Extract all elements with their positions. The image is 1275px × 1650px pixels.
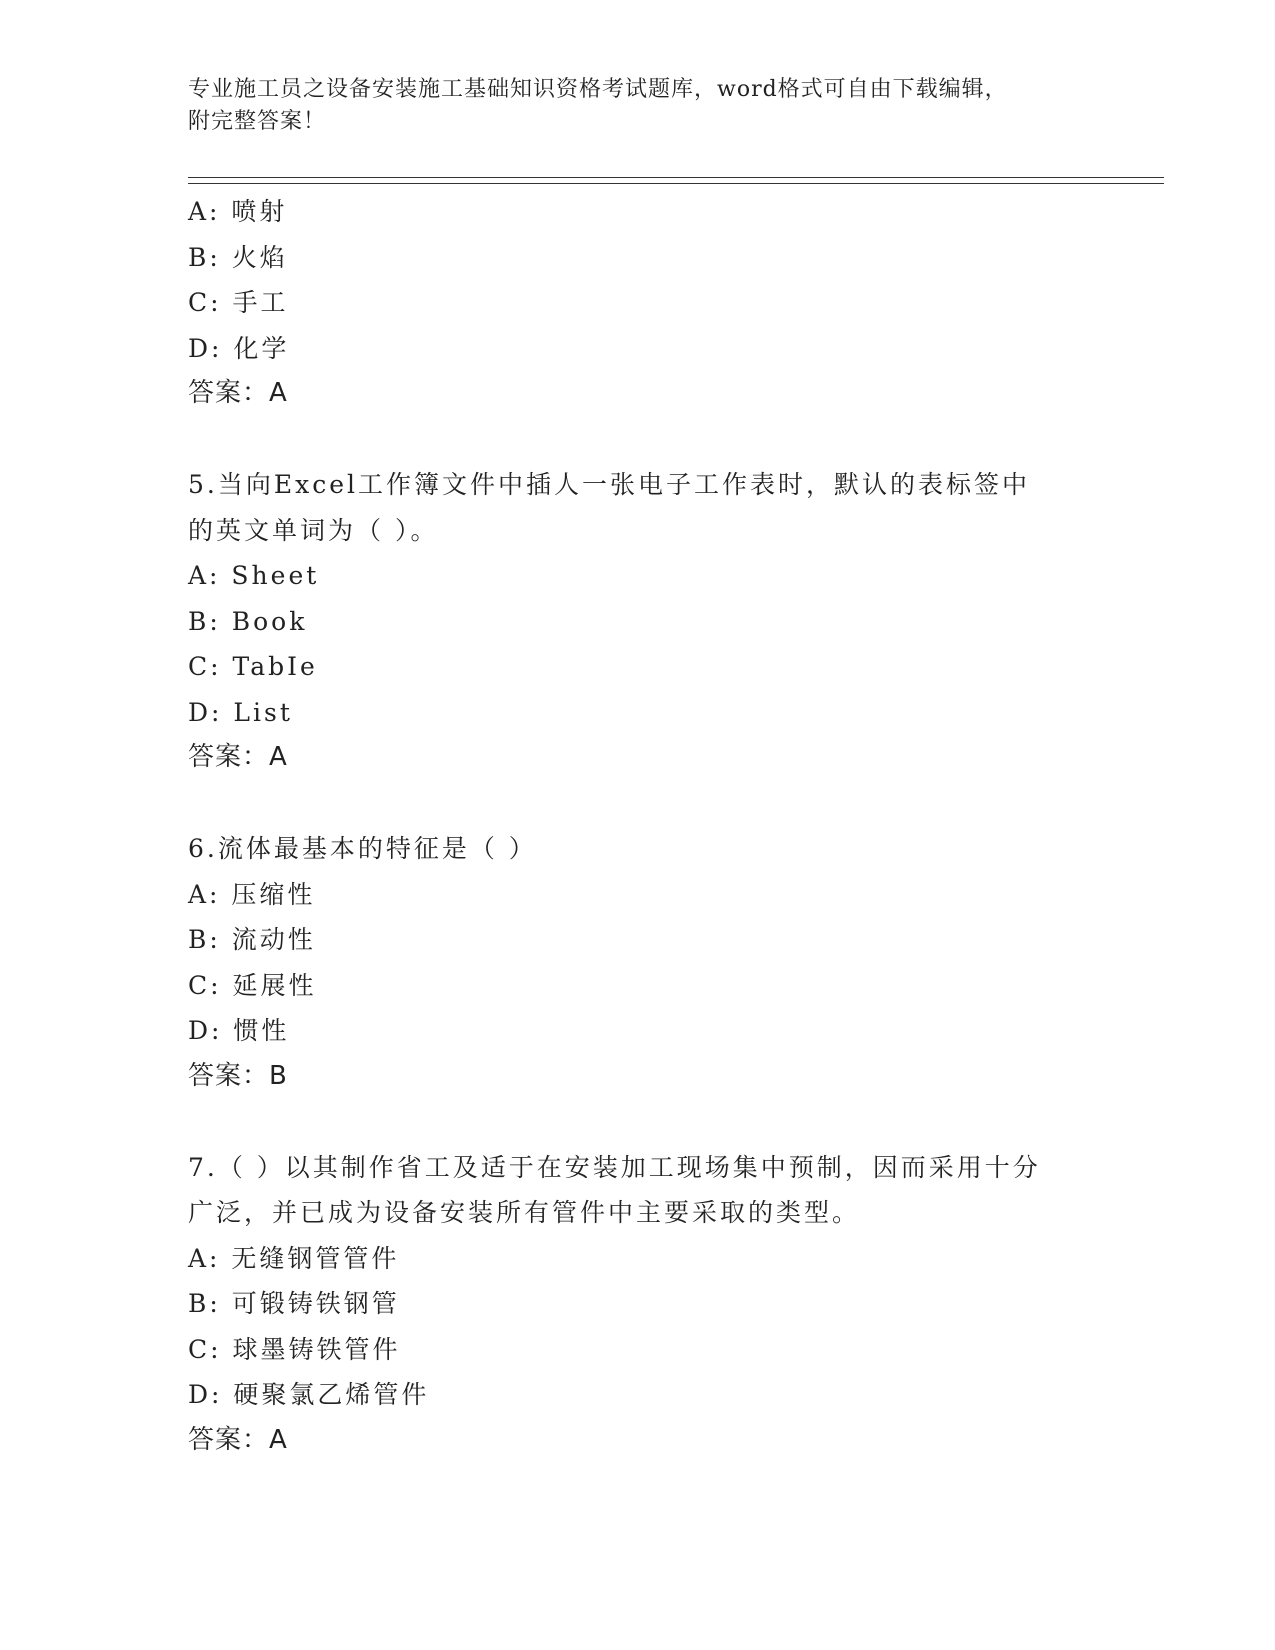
option-c: C: 球墨铸铁管件 [188,1334,401,1364]
answer-line: 答案：A [188,1424,288,1455]
option-c: C: 手工 [188,288,289,317]
option-d: D: 硬聚氯乙烯管件 [188,1380,430,1409]
spacer [188,1099,1088,1145]
option-d: D: List [188,697,293,727]
question-text: 的英文单词为（ ）。 [188,515,439,545]
option-a: A: 无缝钢管管件 [188,1243,400,1273]
option-b: B: 火焰 [188,242,288,272]
option-c: C: 延展性 [188,970,317,1000]
option-b: B: 可锻铸铁钢管 [188,1289,400,1318]
question-block-7 [188,1145,1088,1464]
spacer [188,417,1088,463]
option-a: A: 喷射 [188,197,288,226]
option-a: A: Sheet [188,561,320,590]
option-c: C: TabIe [188,652,318,681]
question-block-4 [188,189,1088,417]
answer-line: 答案：A [188,378,288,408]
header-line-2: 附完整答案！ [188,109,327,134]
document-body [188,189,1088,1463]
question-text: 5.当向Excel工作簿文件中插人一张电子工作表时，默认的表标签中 [188,470,1030,499]
option-d: D: 化学 [188,333,290,363]
header-line-1: 专业施工员之设备安装施工基础知识资格考试题库，word格式可自由下载编辑， [188,77,1008,102]
option-d: D: 惯性 [188,1016,290,1045]
question-block-5 [188,462,1088,781]
spacer [188,781,1088,827]
option-b: B: Book [188,606,308,636]
option-b: B: 流动性 [188,925,316,954]
page-header [188,74,1088,138]
question-text: 6.流体最基本的特征是（ ） [188,834,537,863]
option-a: A: 压缩性 [188,879,316,909]
answer-line: 答案：B [188,1060,288,1091]
question-text: 广泛，并已成为设备安装所有管件中主要采取的类型。 [188,1198,861,1227]
answer-line: 答案：A [188,742,288,772]
question-block-6 [188,826,1088,1099]
header-divider [188,177,1164,184]
question-text: 7.（ ）以其制作省工及适于在安装加工现场集中预制，因而采用十分 [188,1152,1041,1182]
